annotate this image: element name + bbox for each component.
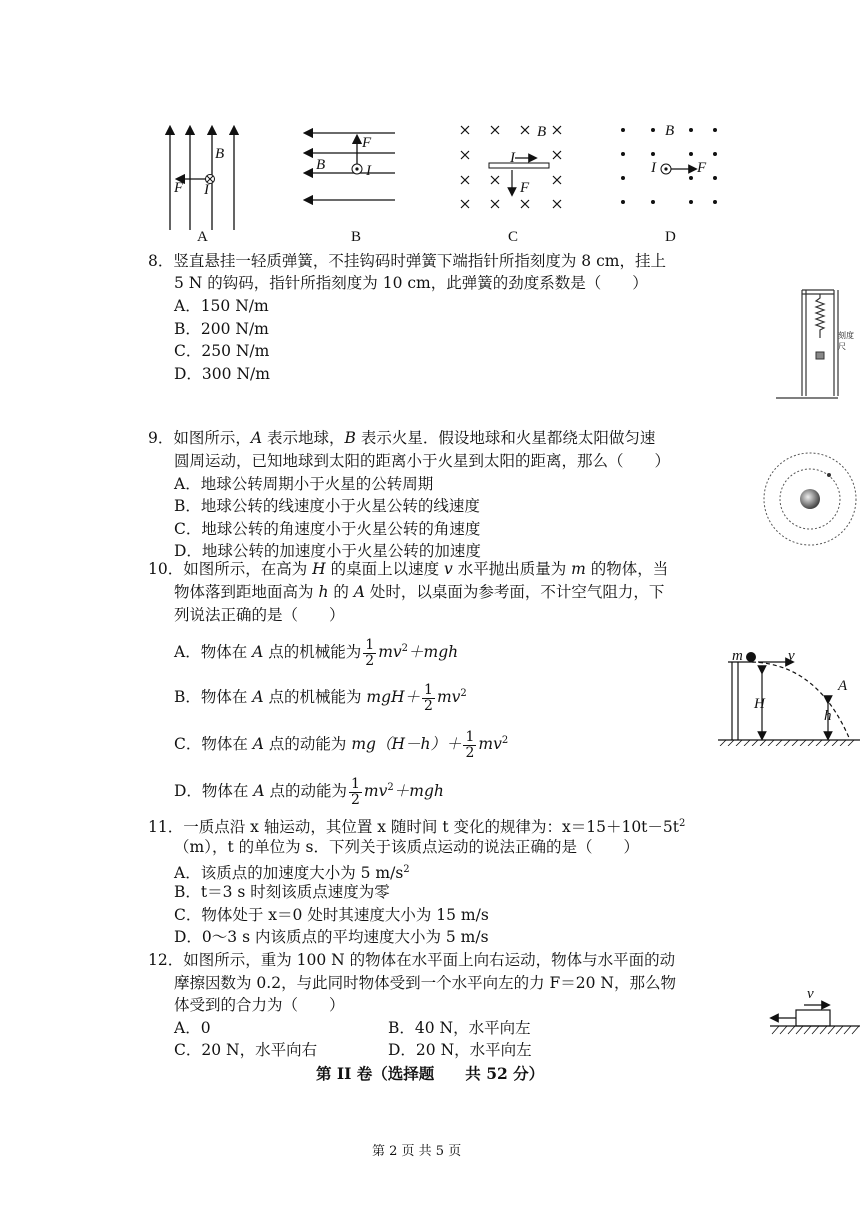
- q10-option-b: B．物体在 A 点的机械能为 mgH＋ $\frac{1}{2}$ $mv^2$: [174, 681, 467, 714]
- q12-option-c: C．20 N，水平向右: [174, 1041, 318, 1059]
- ruler-label: 刻度尺: [838, 331, 854, 351]
- q12-stem-line2: 摩擦因数为 0.2，与此同时物体受到一个水平向左的力 F＝20 N，那么物: [174, 974, 676, 992]
- q10-option-d: D．物体在 A 点的动能为 $\frac{1}{2}$ $mv^2+mgh$: [174, 775, 444, 808]
- page-footer: 第 2 页 共 5 页: [372, 1144, 462, 1159]
- spring-figure: [772, 286, 860, 402]
- block-figure: v: [768, 1000, 860, 1036]
- section-title: 第 II 卷（选择题 共 52 分）: [316, 1064, 545, 1083]
- q8-stem-line2: 5 N 的钩码，指针所指刻度为 10 cm，此弹簧的劲度系数是（ ）: [174, 274, 648, 292]
- q9-option-a: A．地球公转周期小于火星的公转周期: [174, 475, 434, 493]
- q12-stem-line1: 12．如图所示，重为 100 N 的物体在水平面上向右运动，物体与水平面的动: [148, 951, 676, 969]
- projectile-figure: m v H h A: [718, 646, 860, 746]
- q9-option-c: C．地球公转的角速度小于火星公转的角速度: [174, 520, 481, 538]
- q12-option-a: A．0: [174, 1019, 211, 1037]
- q11-option-b: B．t＝3 s 时刻该质点速度为零: [174, 883, 390, 901]
- figure-b: B F I: [316, 135, 372, 179]
- q8-option-c: C．250 N/m: [174, 342, 270, 360]
- figure-a: B F I: [174, 146, 225, 198]
- q10-stem-line1: 10．如图所示，在高为 H 的桌面上以速度 v 水平抛出质量为 m 的物体，当: [148, 560, 669, 578]
- q9-stem-line1: 9．如图所示，A 表示地球，B 表示火星．假设地球和火星都绕太阳做匀速: [148, 429, 656, 447]
- figure-d-label: D: [665, 229, 676, 245]
- q8-stem-line1: 8．竖直悬挂一轻质弹簧，不挂钩码时弹簧下端指针所指刻度为 8 cm，挂上: [148, 252, 666, 270]
- q9-option-b: B．地球公转的线速度小于火星公转的线速度: [174, 497, 480, 515]
- q12-option-b: B．40 N，水平向左: [388, 1019, 531, 1037]
- q11-option-d: D．0～3 s 内该质点的平均速度大小为 5 m/s: [174, 928, 489, 946]
- q9-option-d: D．地球公转的加速度小于火星公转的加速度: [174, 542, 481, 560]
- figure-b-label: B: [351, 229, 362, 245]
- q9-stem-line2: 圆周运动，已知地球到太阳的距离小于火星到太阳的距离，那么（ ）: [174, 452, 671, 470]
- q10-option-c: C．物体在 A 点的动能为 mg（H－h）＋ $\frac{1}{2}$ $mv^2$: [174, 728, 509, 761]
- figure-d: B I F: [615, 122, 725, 217]
- figure-a-label: A: [197, 229, 208, 245]
- q8-option-a: A．150 N/m: [174, 297, 269, 315]
- figure-c-label: C: [508, 229, 519, 245]
- q11-stem-line2: （m），t 的单位为 s．下列关于该质点运动的说法正确的是（ ）: [174, 838, 639, 856]
- q11-option-c: C．物体处于 x＝0 处时其速度大小为 15 m/s: [174, 906, 489, 924]
- q11-stem-line1: 11．一质点沿 x 轴运动，其位置 x 随时间 t 变化的规律为：$x=15+10t-5t^2$: [148, 818, 686, 837]
- q12-option-d: D．20 N，水平向左: [388, 1041, 532, 1059]
- figure-c: B I F: [455, 122, 570, 217]
- orbit-figure: [762, 450, 860, 550]
- q8-option-b: B．200 N/m: [174, 320, 269, 338]
- q12-stem-line3: 体受到的合力为（ ）: [174, 996, 345, 1014]
- q10-stem-line3: 列说法正确的是（ ）: [174, 606, 345, 624]
- q10-option-a: A．物体在 A 点的机械能为 $\frac{1}{2}$ $mv^2+mgh$: [174, 636, 459, 669]
- q11-option-a: A．该质点的加速度大小为 5 $m/s^2$: [174, 864, 410, 883]
- q10-stem-line2: 物体落到距地面高为 h 的 A 处时，以桌面为参考面，不计空气阻力，下: [174, 583, 665, 601]
- q8-option-d: D．300 N/m: [174, 365, 270, 383]
